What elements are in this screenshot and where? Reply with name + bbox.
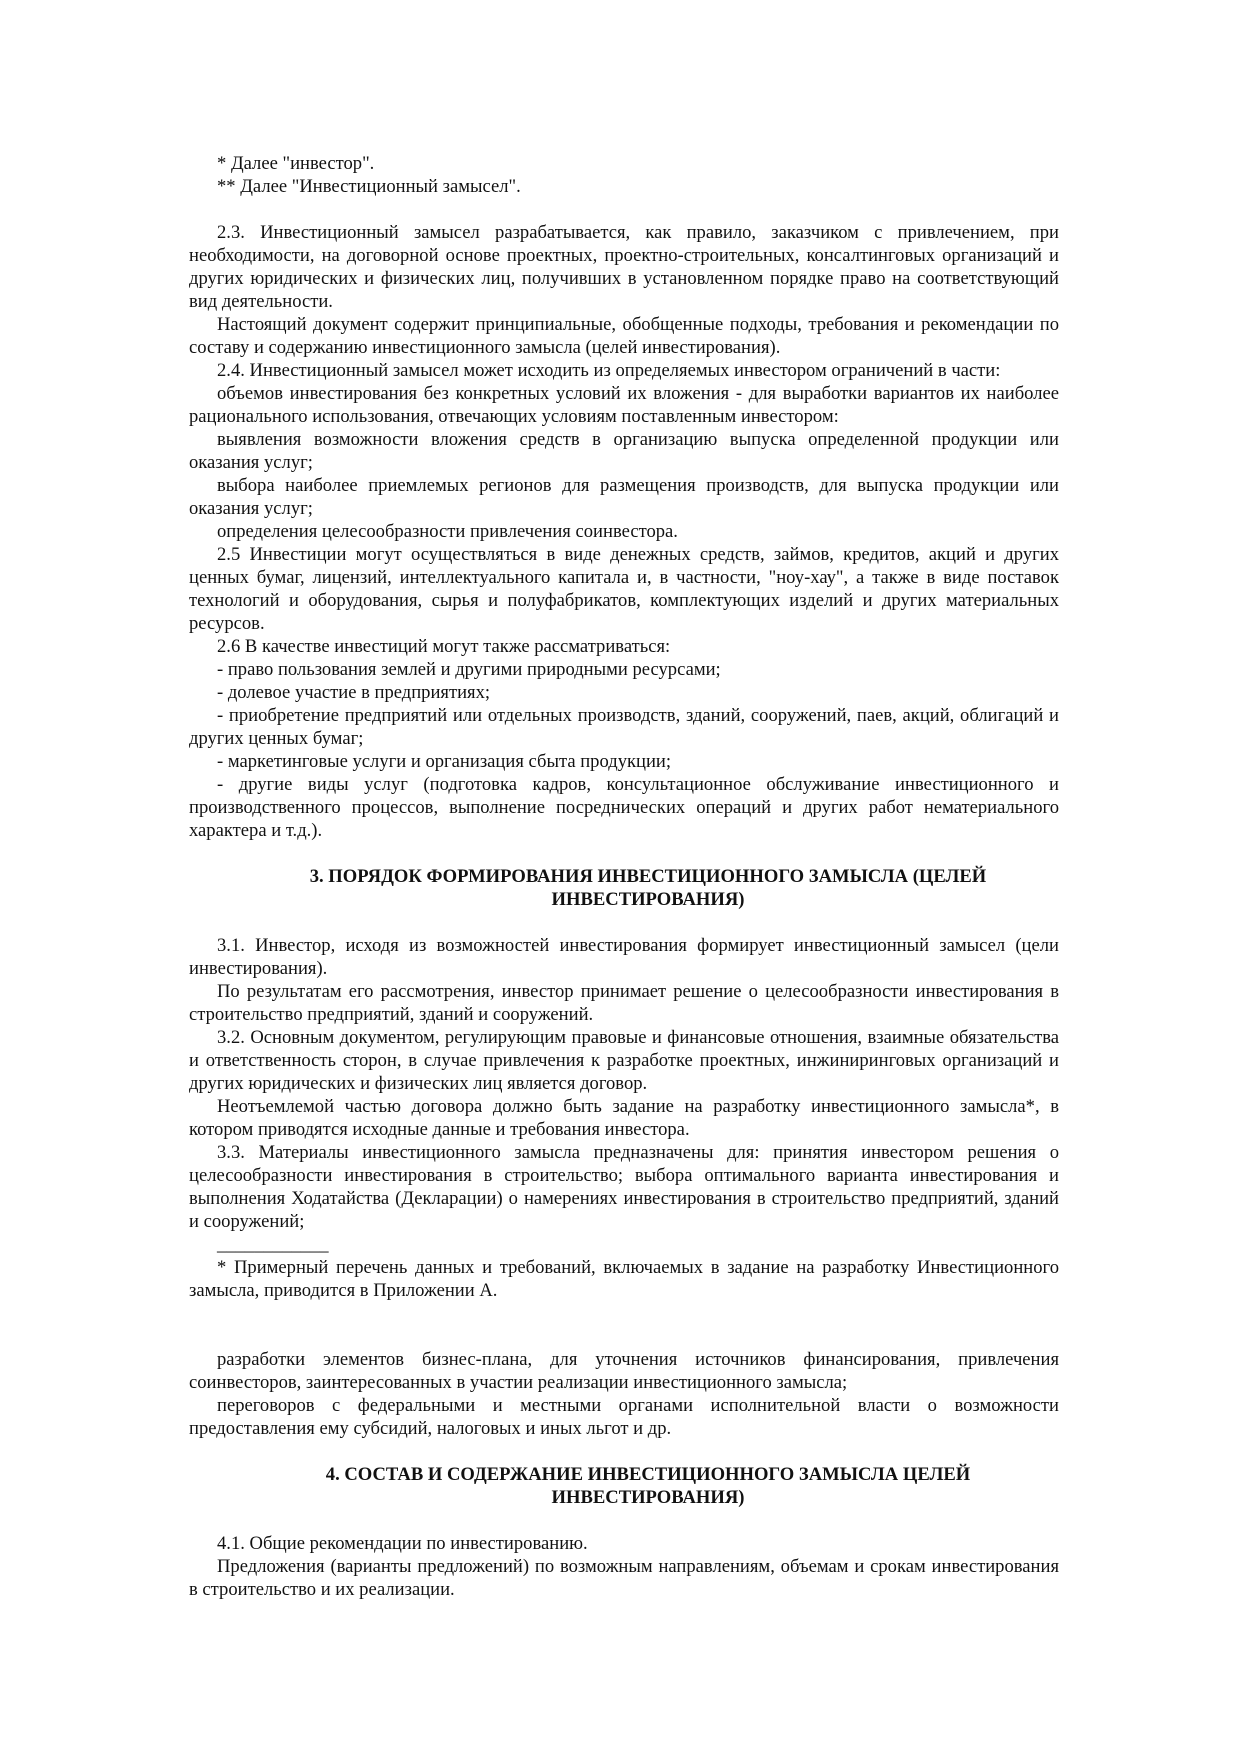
paragraph-business-plan: разработки элементов бизнес-плана, для уточнения источников финансирования, привлечения соинвесторов, заинтересованных в участии реализации инвестиционного замысла;	[189, 1349, 1059, 1393]
paragraph-2-4: 2.4. Инвестиционный замысел может исходить из определяемых инвестором ограничений в части:	[217, 360, 1001, 381]
spacer	[189, 198, 1059, 221]
paragraph-document-scope: Настоящий документ содержит принципиальные, обобщенные подходы, требования и рекомендации по составу и содержанию инвестиционного замысла (целей инвестирования).	[189, 314, 1059, 358]
section-4-heading-line-2: ИНВЕСТИРОВАНИЯ)	[551, 1487, 745, 1508]
paragraph-choice: выбора наиболее приемлемых регионов для размещения производств, для выпуска продукции или оказания услуг;	[189, 475, 1059, 519]
list-item: - право пользования землей и другими природными ресурсами;	[217, 659, 721, 680]
paragraph-volumes: объемов инвестирования без конкретных условий их вложения - для выработки вариантов их наиболее рационального использования, отвечающих условиям поставленным инвестором:	[189, 383, 1059, 427]
paragraph-3-2: 3.2. Основным документом, регулирующим правовые и финансовые отношения, взаимные обязательства и ответственность сторон, в случае привлечения к разработке проектных, инжиниринговых организаций и других юридических и физических лиц является договор.	[189, 1027, 1059, 1094]
section-3-heading-line-1: 3. ПОРЯДОК ФОРМИРОВАНИЯ ИНВЕСТИЦИОННОГО ЗАМЫСЛА (ЦЕЛЕЙ	[309, 866, 987, 887]
footnote-investment-concept: ** Далее "Инвестиционный замысел".	[217, 176, 521, 197]
spacer	[189, 1302, 1059, 1348]
document-page	[189, 152, 1059, 1601]
footnote-appendix-a: * Примерный перечень данных и требований, включаемых в задание на разработку Инвестиционного замысла, приводится в Приложении А.	[189, 1257, 1059, 1301]
paragraph-3-3: 3.3. Материалы инвестиционного замысла предназначены для: принятия инвестором решения о целесообразности инвестирования в строительство; выбора оптимального варианта инвестирования и выполнения Ходатайства (Декларации) о намерениях инвестирования в строительство предприятий, зданий и сооружений;	[189, 1142, 1059, 1232]
spacer	[189, 842, 1059, 865]
paragraph-proposals: Предложения (варианты предложений) по возможным направлениям, объемам и срокам инвестирования в строительство и их реализации.	[189, 1556, 1059, 1600]
footnote-investor: * Далее "инвестор".	[217, 153, 375, 174]
paragraph-coinvestor: определения целесообразности привлечения соинвестора.	[217, 521, 678, 542]
footnote-separator: ____________	[217, 1234, 329, 1255]
paragraph-2-3: 2.3. Инвестиционный замысел разрабатывается, как правило, заказчиком с привлечением, при необходимости, на договорной основе проектных, проектно-строительных, консалтинговых организаций и других юридических и физических лиц, получивших в установленном порядке право на соответствующий вид деятельности.	[189, 222, 1059, 312]
section-4-heading-line-1: 4. СОСТАВ И СОДЕРЖАНИЕ ИНВЕСТИЦИОННОГО ЗАМЫСЛА ЦЕЛЕЙ	[325, 1464, 971, 1485]
list-item: - приобретение предприятий или отдельных производств, зданий, сооружений, паев, акций, облигаций и других ценных бумаг;	[189, 705, 1059, 749]
paragraph-negotiations: переговоров с федеральными и местными органами исполнительной власти о возможности предоставления ему субсидий, налоговых и иных льгот и др.	[189, 1395, 1059, 1439]
paragraph-4-1: 4.1. Общие рекомендации по инвестированию.	[217, 1533, 588, 1554]
paragraph-integral-part: Неотъемлемой частью договора должно быть задание на разработку инвестиционного замысла*, в котором приводятся исходные данные и требования инвестора.	[189, 1096, 1059, 1140]
list-item: - маркетинговые услуги и организация сбыта продукции;	[217, 751, 672, 772]
spacer	[189, 1440, 1059, 1463]
spacer	[189, 1509, 1059, 1532]
paragraph-results: По результатам его рассмотрения, инвестор принимает решение о целесообразности инвестирования в строительство предприятий, зданий и сооружений.	[189, 981, 1059, 1025]
list-item: - долевое участие в предприятиях;	[217, 682, 491, 703]
list-item: - другие виды услуг (подготовка кадров, консультационное обслуживание инвестиционного и производственного процессов, выполнение посреднических операций и других работ нематериального характера и т.д.).	[189, 774, 1059, 841]
spacer	[189, 911, 1059, 934]
paragraph-3-1: 3.1. Инвестор, исходя из возможностей инвестирования формирует инвестиционный замысел (цели инвестирования).	[189, 935, 1059, 979]
paragraph-2-5: 2.5 Инвестиции могут осуществляться в виде денежных средств, займов, кредитов, акций и других ценных бумаг, лицензий, интеллектуального капитала и, в частности, "ноу-хау", а также в виде поставок технологий и оборудования, сырья и полуфабрикатов, комплектующих изделий и других материальных ресурсов.	[189, 544, 1059, 634]
paragraph-2-6: 2.6 В качестве инвестиций могут также рассматриваться:	[217, 636, 671, 657]
paragraph-identify: выявления возможности вложения средств в организацию выпуска определенной продукции или оказания услуг;	[189, 429, 1059, 473]
section-3-heading-line-2: ИНВЕСТИРОВАНИЯ)	[551, 889, 745, 910]
